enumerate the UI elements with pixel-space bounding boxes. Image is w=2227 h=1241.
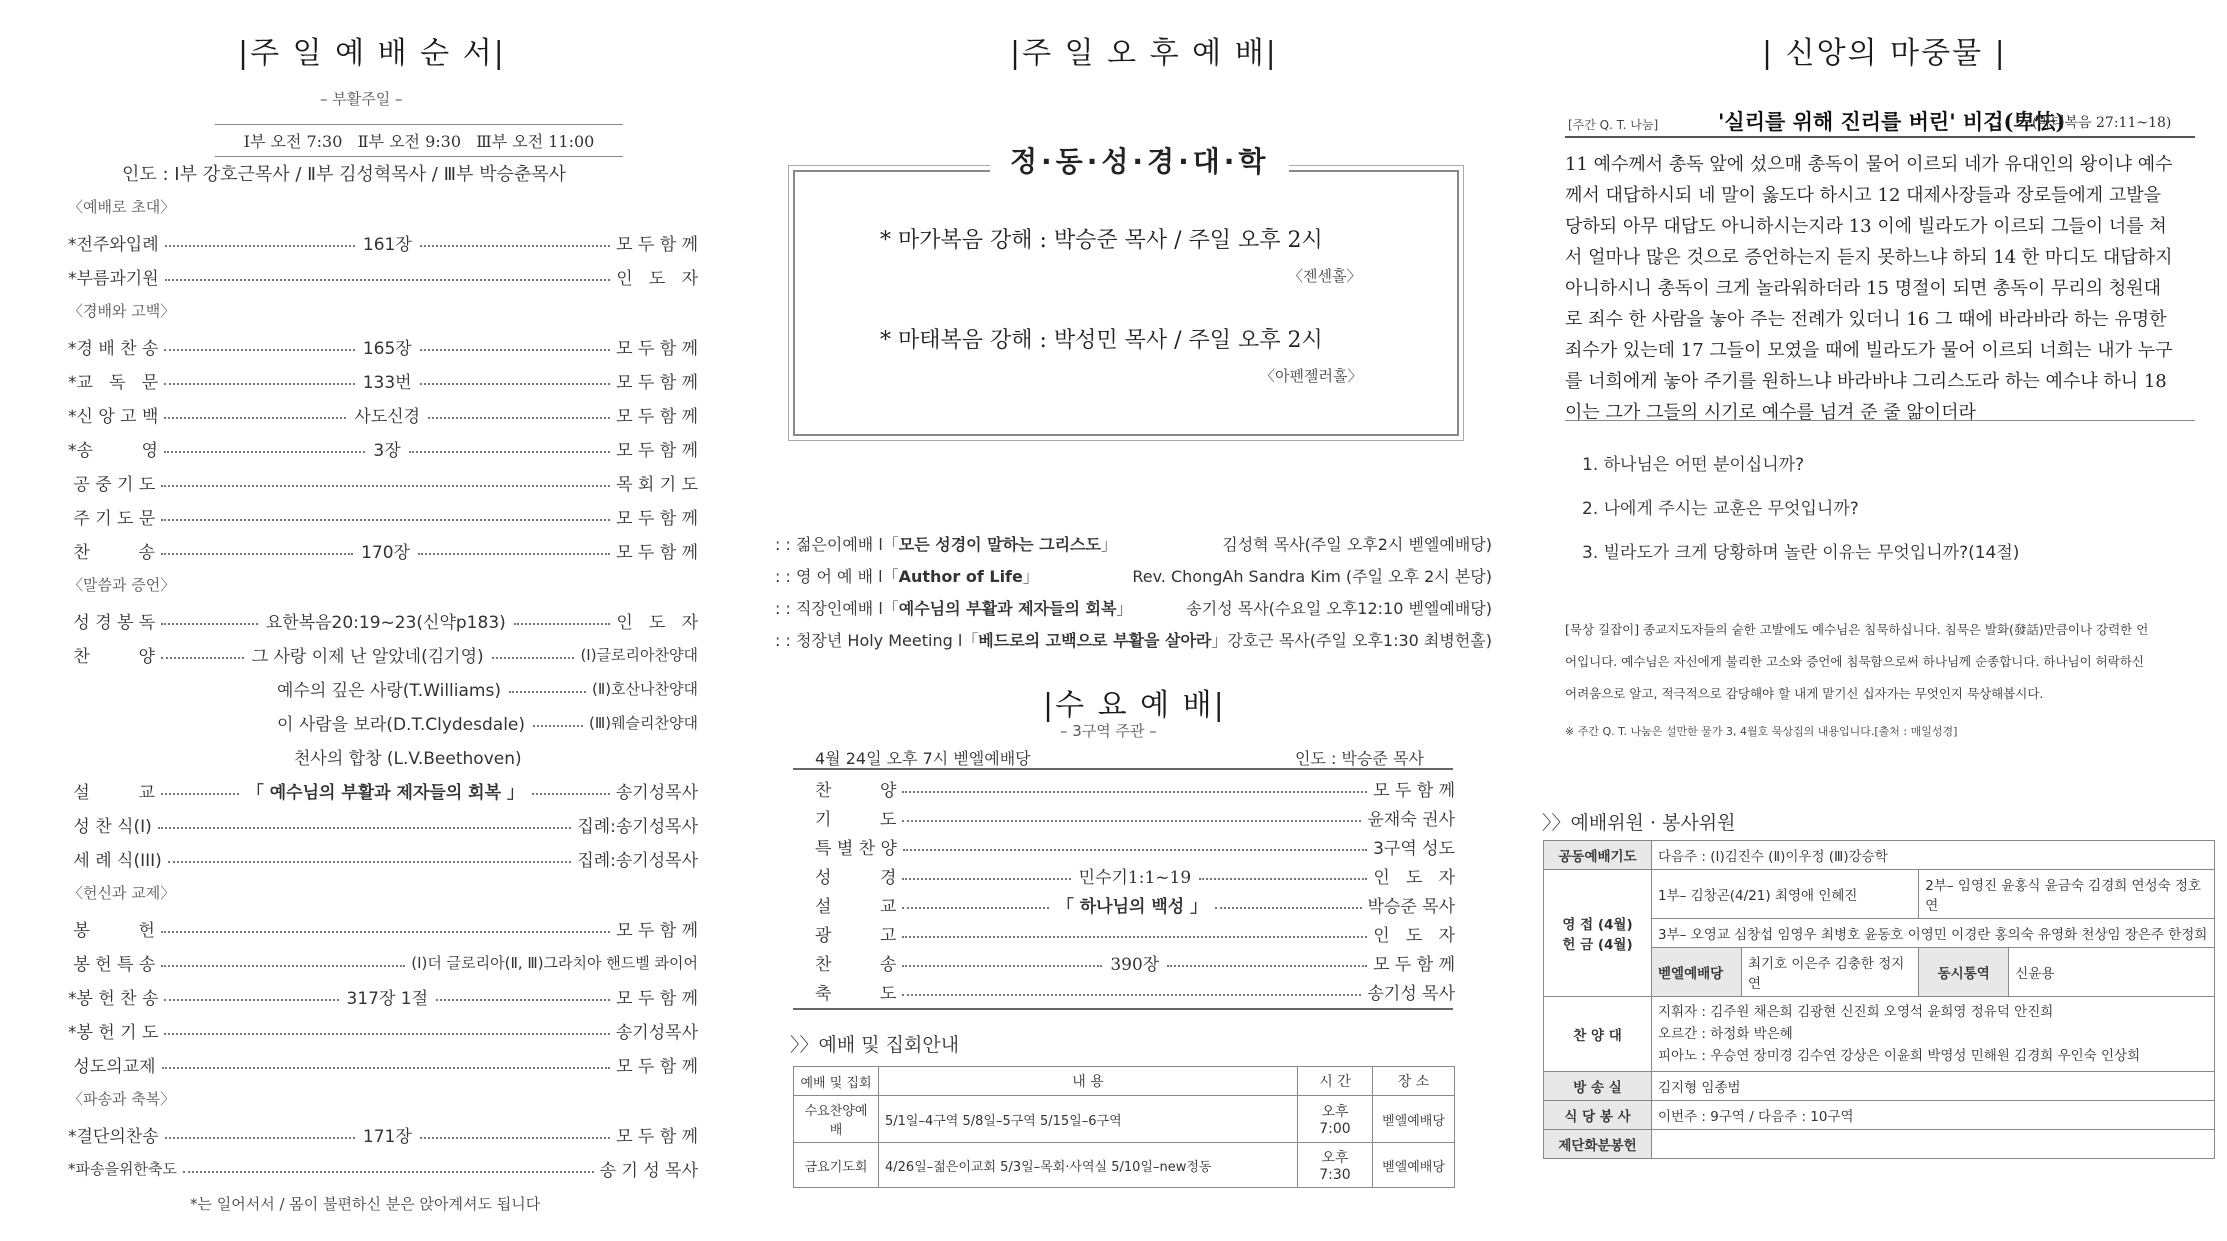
wed-row bbox=[815, 834, 1455, 859]
order-row bbox=[68, 1018, 698, 1043]
leader-dots bbox=[420, 1137, 610, 1139]
table-row bbox=[1544, 841, 2215, 870]
wed-row bbox=[815, 921, 1455, 946]
row-person: (Ⅲ)웨슬리찬양대 bbox=[589, 714, 698, 732]
choir-organ: 오르간 : 하정화 박은혜 bbox=[1658, 1026, 1793, 1042]
row-person: (Ⅰ)더 글로리아(Ⅱ, Ⅲ)그라치아 핸드벨 콰이어 bbox=[411, 954, 698, 972]
easter-subtitle: – 부활주일 – bbox=[320, 90, 403, 108]
leader-dots bbox=[409, 451, 610, 453]
worship-title: 예수님의 부활과 제자들의 회복 bbox=[898, 599, 1117, 618]
leader-dots bbox=[902, 907, 1048, 909]
wed-row bbox=[815, 805, 1455, 830]
table-cell: 최기호 이은주 김충한 정지연 bbox=[1742, 948, 1919, 997]
row-label: 광 고 bbox=[815, 926, 897, 946]
leader-dots bbox=[492, 657, 575, 659]
leader-dots bbox=[161, 931, 610, 933]
header-cell: 장 소 bbox=[1373, 1067, 1455, 1096]
wed-row bbox=[815, 863, 1455, 888]
row-label: 설 교 bbox=[815, 897, 897, 917]
leader-dots bbox=[161, 623, 258, 625]
staff-table bbox=[1543, 840, 2215, 1159]
row-person: 모 두 함 께 bbox=[616, 441, 699, 461]
table-cell: 오후 7:00 bbox=[1298, 1096, 1373, 1143]
row-header bbox=[1544, 870, 1652, 997]
row-value: 예수의 깊은 사랑(T.Williams) bbox=[277, 681, 501, 701]
faith-title: | 신앙의 마중물 | bbox=[1762, 36, 2007, 71]
table-cell: 5/1일–4구역 5/8일–5구역 5/15일–6구역 bbox=[879, 1096, 1298, 1143]
order-row bbox=[292, 744, 524, 769]
row-label: 축 도 bbox=[815, 984, 897, 1004]
offering-label: 헌 금 (4월) bbox=[1562, 937, 1633, 953]
lecture-place: 〈젠센홀〉 bbox=[1288, 267, 1362, 285]
row-label: 세 례 식(III) bbox=[68, 851, 162, 871]
source-note: ※ 주간 Q. T. 나눔은 설만한 물가 3, 4월호 묵상집의 내용입니다.[출처 : 매일성경] bbox=[1565, 725, 1958, 738]
row-value: 이 사람을 보라(D.T.Clydesdale) bbox=[277, 715, 526, 735]
row-person: 모 두 함 께 bbox=[616, 1057, 698, 1077]
row-label: *경 배 찬 송 bbox=[68, 339, 159, 359]
bible-college-box bbox=[793, 170, 1459, 436]
leader-dots bbox=[1167, 965, 1367, 967]
wednesday-service-title: |수 요 예 배| bbox=[1043, 688, 1226, 723]
leader-dots bbox=[161, 553, 353, 555]
row-label: 특 별 찬 양 bbox=[815, 839, 897, 859]
meditation-guide bbox=[1565, 614, 2215, 710]
divider bbox=[793, 1008, 1453, 1010]
row-header: 제단화분봉헌 bbox=[1544, 1130, 1652, 1159]
leader-dots bbox=[420, 245, 610, 247]
order-row bbox=[68, 264, 698, 289]
scripture-line: 죄수가 있는데 17 그들이 모였을 때에 빌라도가 물어 이르되 너희는 내가 누구 bbox=[1565, 340, 2173, 361]
qt-tag: [주간 Q. T. 나눔] bbox=[1568, 118, 1659, 132]
order-row bbox=[68, 916, 698, 941]
leader-dots bbox=[164, 383, 355, 385]
row-value: 천사의 합창 (L.V.Beethoven) bbox=[294, 749, 522, 769]
leader-dots bbox=[509, 691, 586, 693]
row-value: 민수기1:1~19 bbox=[1078, 868, 1192, 888]
row-label: *봉 헌 찬 송 bbox=[68, 989, 159, 1009]
row-person: 모 두 함 께 bbox=[1373, 955, 1456, 975]
order-row bbox=[68, 950, 698, 975]
leader-dots bbox=[514, 623, 611, 625]
row-label: 찬 송 bbox=[815, 955, 897, 975]
order-row bbox=[68, 1122, 698, 1147]
row-value: 165장 bbox=[362, 339, 412, 359]
lecture-place: 〈아펜젤러홀〉 bbox=[1260, 367, 1363, 385]
table-cell bbox=[1652, 997, 2215, 1072]
table-row bbox=[1544, 1072, 2215, 1101]
row-person: 목 회 기 도 bbox=[616, 475, 698, 495]
row-label: *신 앙 고 백 bbox=[68, 407, 159, 427]
row-header: 찬 양 대 bbox=[1544, 997, 1652, 1072]
section-sending: 〈파송과 축복〉 bbox=[68, 1090, 176, 1108]
leader-dots bbox=[902, 791, 1367, 793]
wed-row bbox=[815, 776, 1455, 801]
section-dedication: 〈헌신과 교제〉 bbox=[68, 884, 176, 902]
question: 2. 나에게 주시는 교훈은 무엇입니까? bbox=[1582, 499, 1859, 519]
afternoon-service-title: |주 일 오 후 예 배| bbox=[1010, 36, 1278, 71]
row-person: (Ⅰ)글로리아찬양대 bbox=[580, 646, 698, 664]
order-row bbox=[68, 504, 698, 529]
row-label: *송 영 bbox=[68, 441, 158, 461]
leader-dots bbox=[165, 1137, 355, 1139]
row-person: (Ⅱ)호산나찬양대 bbox=[591, 680, 698, 698]
leader-dots bbox=[161, 965, 405, 967]
leader-dots bbox=[164, 349, 354, 351]
wed-row bbox=[815, 950, 1455, 975]
lecture-matthew bbox=[880, 323, 1323, 354]
row-label: 주 기 도 문 bbox=[68, 509, 156, 529]
table-cell: 4/26일–젊은이교회 5/3일–목회·사역실 5/10일–new정동 bbox=[879, 1143, 1298, 1188]
scripture-line: 아니하시니 총독이 크게 놀라워하더라 15 명절이 되면 총독이 무리의 청원대 bbox=[1565, 278, 2162, 299]
table-cell: 벧엘예배당 bbox=[1652, 948, 1742, 997]
order-row bbox=[68, 230, 698, 255]
leader-dots bbox=[428, 417, 610, 419]
order-row bbox=[68, 642, 698, 667]
order-row bbox=[68, 334, 698, 359]
table-cell: 2부– 임영진 윤홍식 윤금숙 김경희 연성숙 정호연 bbox=[1919, 870, 2215, 919]
row-person: 모 두 함 께 bbox=[616, 509, 698, 529]
divider bbox=[1565, 420, 2195, 421]
worship-label: : : 직장인예배 l「 bbox=[775, 599, 899, 618]
table-cell: 동시통역 bbox=[1919, 948, 2009, 997]
leader-dots bbox=[164, 999, 338, 1001]
worship-line bbox=[775, 564, 1039, 587]
row-person: 인 도 자 bbox=[1373, 868, 1456, 888]
row-label: *전주와입례 bbox=[68, 235, 159, 255]
row-person: 모 두 함 께 bbox=[616, 339, 698, 359]
leader-dots bbox=[902, 965, 1102, 967]
table-cell: 1부– 김창곤(4/21) 최영애 인혜진 bbox=[1652, 870, 1919, 919]
row-person: 모 두 함 께 bbox=[616, 235, 698, 255]
order-row bbox=[68, 402, 698, 427]
section-worship-confession: 〈경배와 고백〉 bbox=[68, 302, 176, 320]
table-cell: 벧엘예배당 bbox=[1373, 1143, 1455, 1188]
leader-dots bbox=[165, 279, 611, 281]
leader-dots bbox=[168, 861, 572, 863]
worship-bracket: 」 bbox=[1100, 535, 1117, 554]
scripture-line: 11 예수께서 총독 앞에 섰으매 총독이 물어 이르되 네가 유대인의 왕이냐 예수 bbox=[1565, 154, 2173, 175]
wednesday-leader: 인도 : 박승준 목사 bbox=[1295, 749, 1424, 768]
row-person: 집례:송기성목사 bbox=[577, 817, 698, 837]
row-person: 모 두 함 께 bbox=[616, 1127, 698, 1147]
leader-dots bbox=[162, 1067, 611, 1069]
table-cell: 김지형 임종범 bbox=[1652, 1072, 2215, 1101]
table-row bbox=[1544, 1130, 2215, 1159]
leader-dots bbox=[1199, 878, 1367, 880]
worship-speaker: 송기성 목사(수요일 오후12:10 벧엘예배당) bbox=[1186, 599, 1492, 618]
table-cell: 신윤용 bbox=[2009, 948, 2215, 997]
order-row bbox=[68, 1156, 698, 1181]
row-person: 송기성목사 bbox=[615, 1023, 698, 1043]
row-label: 봉 헌 bbox=[68, 921, 155, 941]
row-label: 찬 송 bbox=[68, 543, 155, 563]
section-invitation: 〈예배로 초대〉 bbox=[68, 198, 176, 216]
scripture-text bbox=[1565, 149, 2205, 428]
row-person: 윤재숙 권사 bbox=[1367, 810, 1455, 830]
worship-title: Author of Life bbox=[898, 567, 1023, 586]
table-cell: 벧엘예배당 bbox=[1373, 1096, 1455, 1143]
row-label: 공 중 기 도 bbox=[68, 475, 156, 495]
table-row bbox=[1544, 1101, 2215, 1130]
row-label: 찬 양 bbox=[68, 647, 155, 667]
gathering-table bbox=[793, 1066, 1455, 1188]
row-person: 인 도 자 bbox=[616, 269, 698, 289]
choir-conductors: 지휘자 : 김주원 채은희 김광현 신진희 오영석 윤희영 정유덕 안진희 bbox=[1658, 1004, 2054, 1020]
row-header: 공동예배기도 bbox=[1544, 841, 1652, 870]
order-row bbox=[68, 778, 698, 803]
wednesday-info: 4월 24일 오후 7시 벧엘예배당 bbox=[815, 749, 1031, 768]
choir-piano: 피아노 : 우승연 장미경 김수연 강상은 이윤희 박영성 민해원 김경희 우인숙 인상희 bbox=[1658, 1048, 2141, 1064]
row-person: 송 기 성 목사 bbox=[599, 1161, 698, 1181]
lecture-mark bbox=[880, 223, 1323, 254]
row-label: *파송을위한축도 bbox=[68, 1160, 177, 1178]
service-times: Ⅰ부 오전 7:30 Ⅱ부 오전 9:30 Ⅲ부 오전 11:00 bbox=[215, 124, 623, 157]
leader-dots bbox=[1215, 907, 1361, 909]
leader-dots bbox=[165, 245, 355, 247]
leader-dots bbox=[902, 878, 1070, 880]
leader-dots bbox=[532, 793, 610, 795]
row-value: 요한복음20:19~23(신약p183) bbox=[265, 613, 506, 633]
header-cell: 예배 및 집회 bbox=[794, 1067, 879, 1096]
row-label: 찬 양 bbox=[815, 781, 897, 801]
divider bbox=[1565, 136, 2195, 138]
table-row bbox=[1544, 997, 2215, 1072]
order-row bbox=[68, 846, 698, 871]
scripture-line: 로 죄수 한 사람을 놓아 주는 전례가 있더니 16 그 때에 바라바라 하는 유명한 bbox=[1565, 309, 2167, 330]
leader-dots bbox=[161, 519, 610, 521]
worship-speaker: 김성혁 목사(주일 오후2시 벧엘예배당) bbox=[1222, 535, 1492, 554]
qt-reference: (마태복음 27:11~18) bbox=[2032, 115, 2172, 131]
table-row bbox=[794, 1096, 1455, 1143]
section-word-witness: 〈말씀과 증언〉 bbox=[68, 576, 176, 594]
scripture-line: 서 얼마나 많은 것으로 증언하는지 듣지 못하느냐 하되 14 한 마디도 대답하지 bbox=[1565, 247, 2173, 268]
leader-dots bbox=[164, 417, 346, 419]
row-header: 식 당 봉 사 bbox=[1544, 1101, 1652, 1130]
table-cell: 오후 7:30 bbox=[1298, 1143, 1373, 1188]
wed-row bbox=[815, 892, 1455, 917]
row-value: 161장 bbox=[362, 235, 412, 255]
order-row bbox=[68, 1052, 698, 1077]
order-row bbox=[68, 812, 698, 837]
row-person: 모 두 함 께 bbox=[616, 373, 699, 393]
table-cell: 금요기도회 bbox=[794, 1143, 879, 1188]
leader-dots bbox=[902, 936, 1367, 938]
bible-college-title: 정·동·성·경·대·학 bbox=[990, 140, 1289, 180]
worship-speaker: 강호근 목사(주일 오후1:30 최병헌홀) bbox=[1227, 631, 1492, 650]
worship-title: 베드로의 고백으로 부활을 살아라 bbox=[978, 631, 1212, 650]
row-person: 송기성 목사 bbox=[1367, 984, 1455, 1004]
order-row bbox=[68, 984, 698, 1009]
leader-dots bbox=[420, 383, 611, 385]
table-row bbox=[1544, 870, 2215, 919]
leader-dots bbox=[418, 553, 610, 555]
worship-label: : : 젊은이예배 l「 bbox=[775, 535, 899, 554]
row-person: 인 도 자 bbox=[1373, 926, 1455, 946]
left-column bbox=[0, 0, 740, 1241]
row-value: 133번 bbox=[362, 373, 412, 393]
scripture-line: 를 너희에게 놓아 주기를 원하느냐 바라바냐 그리스도라 하는 예수냐 하니 18 bbox=[1565, 371, 2167, 392]
row-person: 박승준 목사 bbox=[1367, 897, 1456, 917]
row-header: 방 송 실 bbox=[1544, 1072, 1652, 1101]
row-value: 390장 bbox=[1110, 955, 1160, 975]
wednesday-subtitle: – 3구역 주관 – bbox=[1060, 722, 1157, 740]
worship-bracket: 」 bbox=[1022, 567, 1039, 586]
lecture-label: * 마가복음 강해 : bbox=[880, 228, 1047, 253]
worship-line bbox=[775, 628, 1227, 651]
leader-dots bbox=[158, 827, 572, 829]
row-person: 모 두 함 께 bbox=[616, 407, 699, 427]
meditation-line: 어입니다. 예수님은 자신에게 불리한 고소와 증언에 침묵함으로써 하나님께 순종합니다. 하나님이 허락하신 bbox=[1565, 654, 2144, 669]
row-value: 317장 1절 bbox=[346, 989, 429, 1009]
qt-title: '실리를 위해 진리를 버린' 비겁(卑怯) bbox=[1718, 109, 2066, 134]
scripture-line: 께서 대답하시되 네 말이 옳도다 하시고 12 대제사장들과 장로들에게 고발을 bbox=[1565, 185, 2162, 206]
row-label: *결단의찬송 bbox=[68, 1127, 159, 1147]
meditation-line: [묵상 길잡이] 종교지도자들의 숱한 고발에도 예수님은 침묵하십니다. 침묵은 발화(發話)만큼이나 강력한 언 bbox=[1565, 622, 2149, 637]
row-person: 인 도 자 bbox=[616, 613, 699, 633]
order-row bbox=[68, 608, 698, 633]
leader-dots bbox=[902, 820, 1361, 822]
wed-row bbox=[815, 979, 1455, 1004]
row-label: *봉 헌 기 도 bbox=[68, 1023, 159, 1043]
row-person: 모 두 함 께 bbox=[616, 921, 698, 941]
leader-dots bbox=[164, 451, 365, 453]
leader-dots bbox=[183, 1171, 594, 1173]
leader-dots bbox=[161, 657, 244, 659]
staff-title: 〉〉예배위원 · 봉사위원 bbox=[1542, 812, 1736, 834]
leader-dots bbox=[436, 999, 610, 1001]
worship-line bbox=[775, 532, 1117, 555]
row-label: 기 도 bbox=[815, 810, 897, 830]
lecture-label: * 마태복음 강해 : bbox=[880, 328, 1047, 353]
meditation-line: 어려움으로 알고, 적극적으로 감당해야 할 내게 맡기신 십자가는 무엇인지 묵상해봅시다. bbox=[1565, 686, 2044, 701]
worship-label: : : 청장년 Holy Meeting l「 bbox=[775, 631, 979, 650]
worship-line bbox=[775, 596, 1132, 619]
service-leaders: 인도 : Ⅰ부 강호근목사 / Ⅱ부 김성혁목사 / Ⅲ부 박승춘목사 bbox=[122, 164, 567, 185]
row-value: 171장 bbox=[362, 1127, 412, 1147]
row-person: 집례:송기성목사 bbox=[577, 851, 698, 871]
row-person: 모 두 함 께 bbox=[616, 989, 699, 1009]
leader-dots bbox=[420, 349, 610, 351]
order-row bbox=[68, 436, 698, 461]
row-person: 송기성목사 bbox=[615, 783, 698, 803]
worship-speaker: Rev. ChongAh Sandra Kim (주일 오후 2시 본당) bbox=[1132, 567, 1492, 586]
row-person: 3구역 성도 bbox=[1373, 839, 1455, 859]
leader-dots bbox=[161, 793, 239, 795]
worship-bracket: 」 bbox=[1116, 599, 1133, 618]
sermon-title: 「 하나님의 백성 」 bbox=[1056, 897, 1208, 917]
leader-dots bbox=[161, 485, 610, 487]
order-row bbox=[275, 676, 698, 701]
question: 3. 빌라도가 크게 당황하며 놀란 이유는 무엇입니까?(14절) bbox=[1582, 543, 2020, 563]
footnote: *는 일어서서 / 몸이 불편하신 분은 앉아계셔도 됩니다 bbox=[190, 1195, 541, 1213]
table-row bbox=[794, 1143, 1455, 1188]
row-label: 봉 헌 특 송 bbox=[68, 955, 156, 975]
sunday-service-title: |주 일 예 배 순 서| bbox=[238, 36, 506, 71]
row-value: 170장 bbox=[361, 543, 410, 563]
order-row bbox=[275, 710, 698, 735]
row-person: 모 두 함 께 bbox=[1373, 781, 1455, 801]
right-column bbox=[1500, 0, 2227, 1241]
leader-dots bbox=[533, 725, 583, 727]
table-cell: 수요찬양예배 bbox=[794, 1096, 879, 1143]
middle-column bbox=[760, 0, 1492, 1241]
table-cell: 다음주 : (Ⅰ)김진수 (Ⅱ)이우정 (Ⅲ)강승학 bbox=[1652, 841, 2215, 870]
row-label: *부름과기원 bbox=[68, 269, 159, 289]
row-value: 3장 bbox=[373, 441, 401, 461]
table-cell: 3부– 오영교 심창섭 임영우 최병호 윤동호 이영민 이경란 홍의숙 유영화 천상임 장은주 한정희 bbox=[1652, 919, 2215, 948]
row-person: 모 두 함 께 bbox=[616, 543, 699, 563]
row-label: 성 찬 식(I) bbox=[68, 817, 152, 837]
question: 1. 하나님은 어떤 분이십니까? bbox=[1582, 455, 1805, 475]
order-row bbox=[68, 538, 698, 563]
leader-dots bbox=[164, 1033, 609, 1035]
row-value: 사도신경 bbox=[354, 407, 421, 427]
worship-bracket: 」 bbox=[1211, 631, 1228, 650]
order-row bbox=[68, 368, 698, 393]
row-value: 그 사랑 이제 난 알았네(김기영) bbox=[251, 647, 484, 667]
header-cell: 내 용 bbox=[879, 1067, 1298, 1096]
worship-label: : : 영 어 예 배 l「 bbox=[775, 567, 899, 586]
row-label: *교 독 문 bbox=[68, 373, 159, 393]
lecture-value: 박승준 목사 / 주일 오후 2시 bbox=[1053, 228, 1323, 253]
leader-dots bbox=[903, 849, 1367, 851]
row-label: 성 경 bbox=[815, 868, 897, 888]
table-header bbox=[794, 1067, 1455, 1096]
welcome-label: 영 접 (4월) bbox=[1562, 917, 1633, 933]
row-label: 성도의교제 bbox=[68, 1057, 156, 1077]
divider bbox=[793, 768, 1453, 770]
gathering-title: 〉〉예배 및 집회안내 bbox=[790, 1034, 960, 1056]
worship-title: 모든 성경이 말하는 그리스도 bbox=[898, 535, 1101, 554]
table-cell: 이번주 : 9구역 / 다음주 : 10구역 bbox=[1652, 1101, 2215, 1130]
row-label: 성 경 봉 독 bbox=[68, 613, 156, 633]
lecture-value: 박성민 목사 / 주일 오후 2시 bbox=[1053, 328, 1323, 353]
leader-dots bbox=[902, 994, 1361, 996]
sermon-title: 「 예수님의 부활과 제자들의 회복 」 bbox=[246, 783, 524, 803]
scripture-line: 이는 그가 그들의 시기로 예수를 넘겨 준 줄 앎이더라 bbox=[1565, 402, 1976, 423]
table-cell bbox=[1652, 1130, 2215, 1159]
order-row bbox=[68, 470, 698, 495]
scripture-line: 당하되 아무 대답도 아니하시는지라 13 이에 빌라도가 이르되 그들이 너를 쳐 bbox=[1565, 216, 2167, 237]
header-cell: 시 간 bbox=[1298, 1067, 1373, 1096]
row-label: 설 교 bbox=[68, 783, 155, 803]
